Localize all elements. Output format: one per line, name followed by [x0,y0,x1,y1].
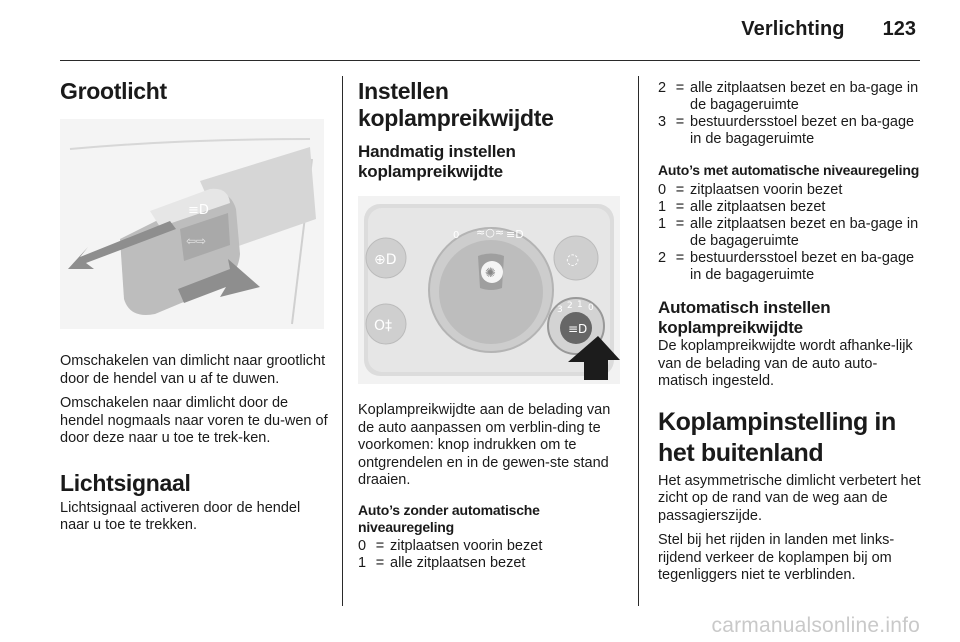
list-item: 0 = zitplaatsen voorin bezet [358,537,543,554]
dial-panel-illustration [358,196,620,384]
dial-label-off: 0 [453,230,460,241]
column-divider-1 [342,76,343,606]
list-item: 2 = bestuurdersstoel bezet en ba-gage in de bagageruimte [658,250,915,283]
list-item: 1 = alle zitplaatsen bezet [358,554,526,571]
headlamp-range-icon: ≡D [568,322,588,336]
high-beam-icon: ≡D [188,203,209,218]
paragraph-automatic: De koplampreikwijdte wordt afhanke-lijk van de belading van de auto auto-matisch ingesteld. [658,338,913,389]
subheading-without-auto: Auto’s zonder automatische niveauregeling [358,501,540,535]
header-divider [60,60,920,61]
figure-lever-illustration [60,119,324,329]
list-item: 1 = alle zitplaatsen bezet [658,199,826,215]
subheading-with-auto: Auto’s met automatische niveauregeling [658,162,920,178]
paragraph-low-beam: Omschakelen naar dimlicht door de hendel nogmaals naar voren te du-wen of door deze naar u toe te trek-ken. [60,395,328,446]
dial-label-3: 3 [557,305,563,315]
lever-illustration [60,119,324,329]
low-beam-icon: ≡D [506,228,524,241]
setting-list-manual [358,538,620,572]
section-heading-grootlicht: Grootlicht [60,78,167,104]
rear-fog-icon: O‡ [374,318,393,334]
column-automatic [658,70,924,585]
chapter-title: Verlichting [741,18,845,40]
list-item: 3 = bestuurdersstoel bezet en ba-gage in de bagageruimte [658,114,915,147]
setting-list-auto [658,182,924,284]
column-divider-2 [638,76,639,606]
subheading-automatic: Automatisch instellen koplampreikwijdte [658,298,831,337]
page-header [741,18,916,41]
list-item: 1 = alle zitplaatsen bezet en ba-gage in de bagageruimte [658,216,919,249]
figure-headlamp-dial [358,196,620,384]
section-heading-abroad: Koplampinstelling in het buitenland [658,407,896,467]
svg-text:✺: ✺ [485,266,496,281]
dial-label-2: 2 [567,301,573,311]
dial-label-0: 0 [588,303,594,313]
paragraph-left-traffic: Stel bij het rijden in landen met links-rijdend verkeer de koplampen bij om tegenliggers niet te verblinden. [658,532,895,583]
parking-light-icon: ≈○≈ [476,226,505,239]
indicator-arrows-icon: ⇦⇨ [186,234,207,248]
column-koplampreikwijdte [358,70,620,572]
dial-label-1: 1 [577,300,583,310]
section-heading-instellen: Instellen koplampreikwijdte [358,78,554,131]
page-number: 123 [882,18,916,40]
paragraph-high-beam: Omschakelen van dimlicht naar grootlicht door de hendel van u af te duwen. [60,353,326,387]
list-item: 0 = zitplaatsen voorin bezet [658,182,843,198]
paragraph-asymmetric: Het asymmetrische dimlicht verbetert het zicht op de rand van de weg aan de passagierszijde. [658,472,921,524]
watermark: carmanualsonline.info [711,614,920,637]
column-grootlicht [60,70,328,535]
setting-list-manual-continued [658,80,924,148]
subheading-manual: Handmatig instellen koplampreikwijdte [358,142,516,181]
paragraph-adjust-range: Koplampreikwijdte aan de belading van de auto aanpassen om verblin-ding te voorkomen: knop indrukken om te ontgrendelen en in de gewen-ste stand draaien. [358,402,611,488]
paragraph-light-signal: Lichtsignaal activeren door de hendel naar u toe te trekken. [60,499,301,533]
list-item: 2 = alle zitplaatsen bezet en ba-gage in de bagageruimte [658,80,919,113]
front-fog-icon: ⊕D [374,252,397,268]
light-sensor-icon: ◌ [566,250,580,268]
section-heading-lichtsignaal: Lichtsignaal [60,469,191,496]
